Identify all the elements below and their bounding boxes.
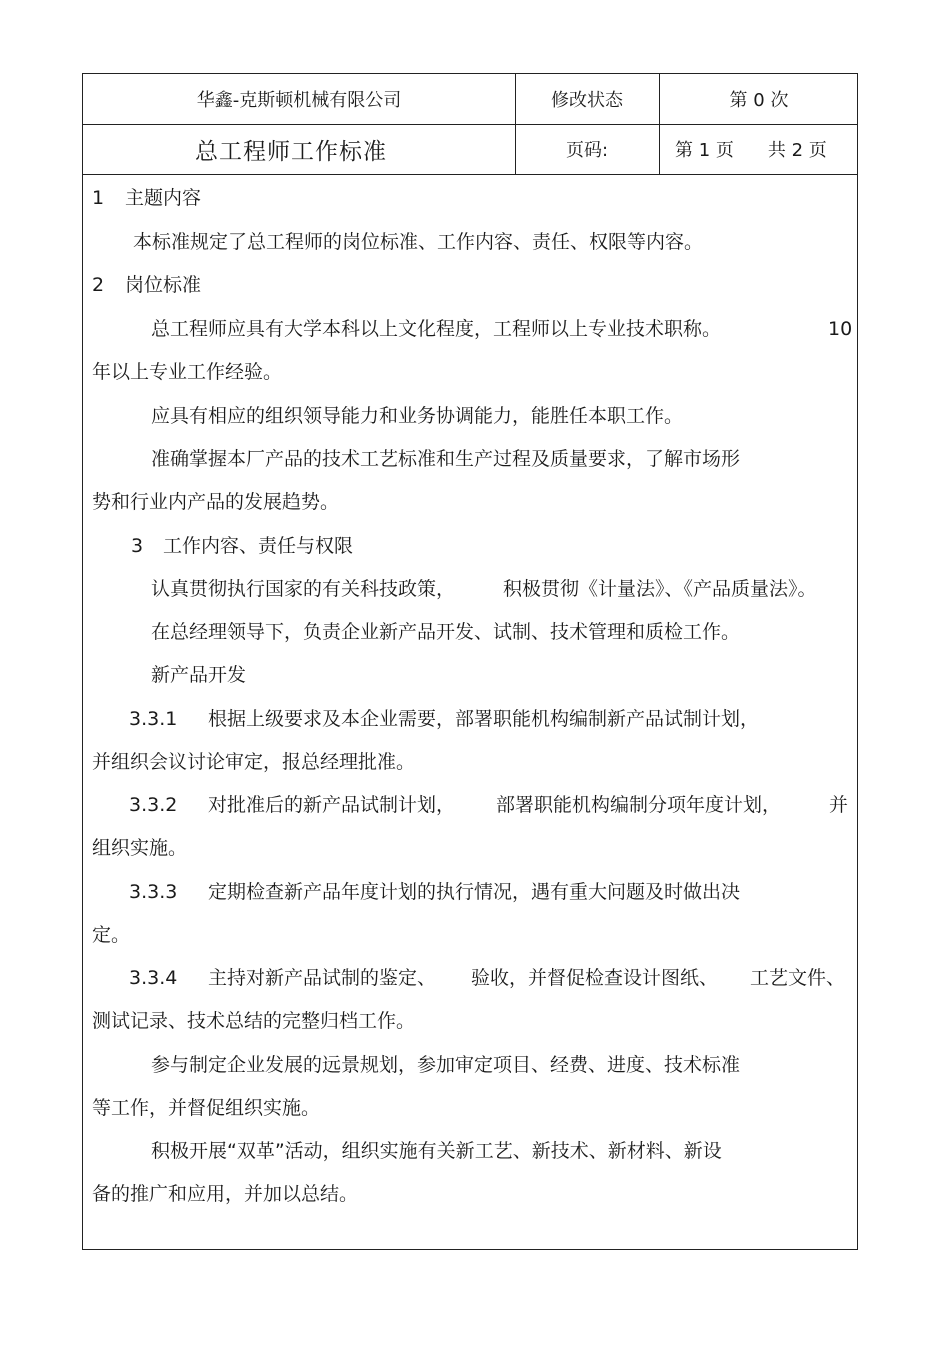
item-3-3-2-line-1-part-2: 部署职能机构编制分项年度计划， xyxy=(496,794,782,816)
section-2-title: 岗位标准 xyxy=(125,274,202,296)
section-3-paragraph-3: 新产品开发 xyxy=(151,664,247,686)
page-total: 共 2 页 xyxy=(767,140,827,161)
header-divider-2 xyxy=(83,174,857,175)
item-3-3-1-line-2: 并组织会议讨论审定，报总经理批准。 xyxy=(92,751,416,773)
item-3-3-4-line-1-part-2: 验收，并督促检查设计图纸、 xyxy=(471,967,719,989)
section-3-paragraph-1-part-2: 积极贯彻《计量法》、《产品质量法》。 xyxy=(503,578,817,600)
document-title: 总工程师工作标准 xyxy=(195,138,387,165)
item-3-3-3-line-2: 定。 xyxy=(92,924,131,946)
item-3-3-1-number: 3.3.1 xyxy=(129,708,178,730)
section-2-paragraph-1-number: 10 xyxy=(828,318,853,340)
revision-label: 修改状态 xyxy=(551,90,623,111)
item-3-3-1-line-1: 根据上级要求及本企业需要，部署职能机构编制新产品试制计划， xyxy=(208,708,760,730)
section-2-paragraph-2: 应具有相应的组织领导能力和业务协调能力，能胜任本职工作。 xyxy=(151,405,684,427)
section-2-paragraph-1-line-2: 年以上专业工作经验。 xyxy=(92,361,283,383)
item-3-3-4-line-1-part-1: 主持对新产品试制的鉴定、 xyxy=(208,967,437,989)
section-3-title: 工作内容、责任与权限 xyxy=(163,535,354,557)
planning-paragraph-line-1: 参与制定企业发展的远景规划，参加审定项目、经费、进度、技术标准 xyxy=(151,1054,741,1076)
section-3-paragraph-2: 在总经理领导下，负责企业新产品开发、试制、技术管理和质检工作。 xyxy=(151,621,741,643)
section-1-title: 主题内容 xyxy=(125,187,202,209)
section-3-paragraph-1-part-1: 认真贯彻执行国家的有关科技政策， xyxy=(151,578,456,600)
item-3-3-4-line-1-part-3: 工艺文件、 xyxy=(750,967,846,989)
section-2-paragraph-1-line-1: 总工程师应具有大学本科以上文化程度，工程师以上专业技术职称。 xyxy=(151,318,722,340)
page-current: 第 1 页 xyxy=(675,140,734,161)
revision-value: 第 0 次 xyxy=(729,90,789,111)
item-3-3-2-line-1-part-1: 对批准后的新产品试制计划， xyxy=(208,794,456,816)
section-3-number: 3 xyxy=(131,535,144,557)
company-name: 华鑫-克斯顿机械有限公司 xyxy=(196,90,402,111)
item-3-3-4-number: 3.3.4 xyxy=(129,967,178,989)
section-2-paragraph-3-line-2: 势和行业内产品的发展趋势。 xyxy=(92,491,340,513)
item-3-3-2-line-2: 组织实施。 xyxy=(92,837,188,859)
item-3-3-2-line-1-part-3: 并 xyxy=(829,794,849,816)
reform-paragraph-line-1: 积极开展“双革”活动，组织实施有关新工艺、新技术、新材料、新设 xyxy=(151,1140,722,1162)
planning-paragraph-line-2: 等工作，并督促组织实施。 xyxy=(92,1097,321,1119)
item-3-3-4-line-2: 测试记录、技术总结的完整归档工作。 xyxy=(92,1010,416,1032)
section-1-number: 1 xyxy=(92,187,105,209)
section-2-paragraph-3-line-1: 准确掌握本厂产品的技术工艺标准和生产过程及质量要求，了解市场形 xyxy=(151,448,741,470)
item-3-3-2-number: 3.3.2 xyxy=(129,794,178,816)
page-label: 页码: xyxy=(565,140,609,161)
item-3-3-3-number: 3.3.3 xyxy=(129,881,178,903)
page-number-cell xyxy=(659,124,859,174)
section-1-paragraph: 本标准规定了总工程师的岗位标准、工作内容、责任、权限等内容。 xyxy=(133,231,704,253)
section-2-number: 2 xyxy=(92,274,105,296)
item-3-3-3-line-1: 定期检查新产品年度计划的执行情况，遇有重大问题及时做出决 xyxy=(208,881,741,903)
reform-paragraph-line-2: 备的推广和应用，并加以总结。 xyxy=(92,1183,359,1205)
